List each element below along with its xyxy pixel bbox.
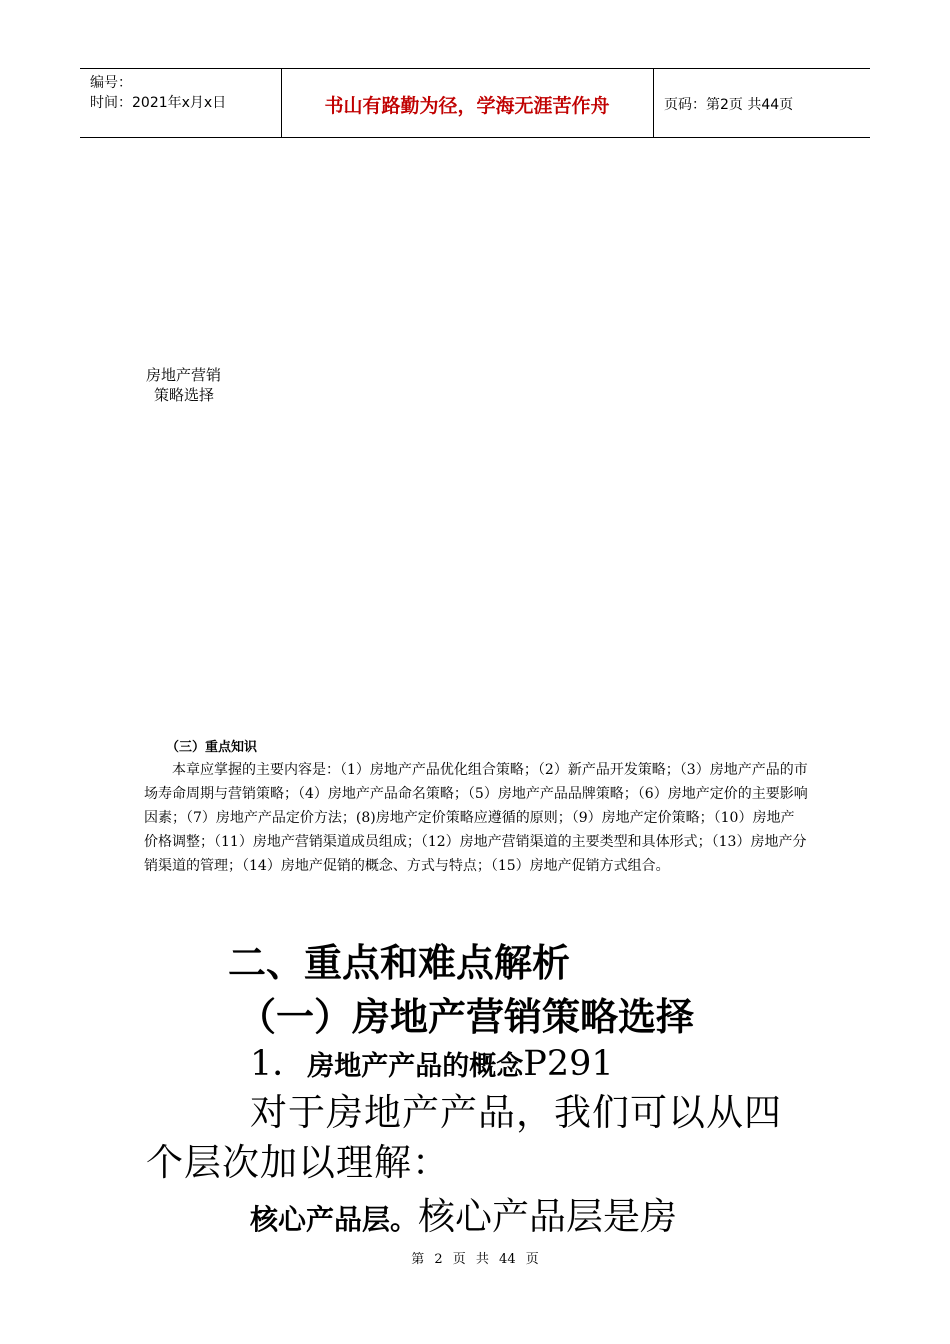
- number-label: 编号：: [90, 75, 132, 91]
- header-divider-right: [653, 69, 654, 137]
- heading-sub: （一）房地产营销策略选择: [238, 995, 695, 1039]
- heading-main: 二、重点和难点解析: [228, 941, 571, 985]
- heading-item-title: 房地产产品的概念: [307, 1051, 524, 1082]
- page-footer: 第 2 页 共 44 页: [411, 1252, 539, 1267]
- core-layer-text: 核心产品层是房: [418, 1195, 678, 1238]
- page-header: [80, 68, 870, 138]
- body-core-layer: [250, 1186, 677, 1240]
- section-title: （三）重点知识: [166, 740, 258, 755]
- body-paragraph: 对于房地产产品，我们可以从四个层次加以理解：: [146, 1091, 782, 1184]
- header-meta: [90, 73, 226, 113]
- header-motto: 书山有路勤为径，学海无涯苦作舟: [324, 95, 610, 117]
- diagram-label-line2: 策略选择: [154, 386, 215, 404]
- section-text: 本章应掌握的主要内容是：（1）房地产产品优化组合策略；（2）新产品开发策略；（3）房地产产品的市场寿命周期与营销策略；（4）房地产产品命名策略；（5）房地产产品品牌策略；（6）房地产定价的主要影响因素；（7）房地产产品定价方法；(8)房地产定价策略应遵循的原则；（9）房地产定价策略；（10）房地产价格调整；（11）房地产营销渠道成员组成；（12）房地产营销渠道的主要类型和具体形式；（13）房地产分销渠道的管理；（14）房地产促销的概念、方式与特点；（15）房地产促销方式组合。: [144, 762, 808, 874]
- heading-item-number: 1．: [250, 1044, 308, 1084]
- heading-item: [250, 1036, 614, 1086]
- core-layer-title: 核心产品层。: [250, 1203, 419, 1236]
- diagram-label-line1: 房地产营销: [146, 366, 222, 384]
- heading-item-ref: P291: [523, 1044, 614, 1084]
- header-page-info: 页码：第2页 共44页: [664, 97, 794, 113]
- time-label: 时间：2021年x月x日: [90, 95, 227, 111]
